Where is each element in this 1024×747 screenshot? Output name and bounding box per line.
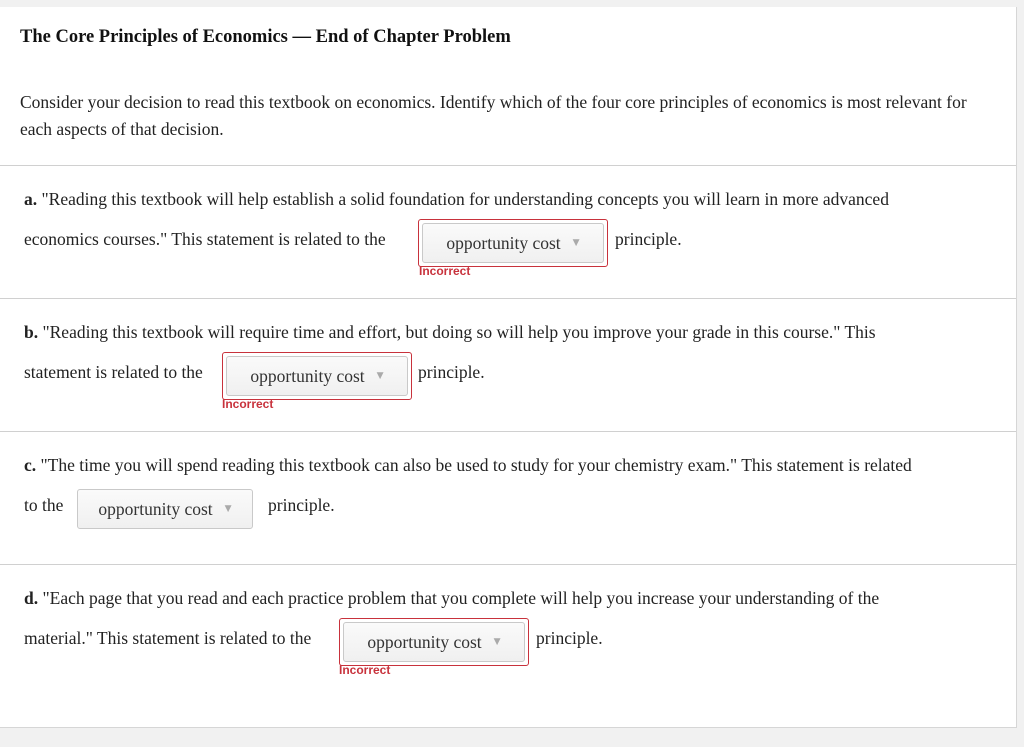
page-title: The Core Principles of Economics — End of Chapter Problem: [20, 27, 511, 47]
principle-suffix: principle.: [268, 495, 335, 515]
divider: [0, 165, 1016, 166]
principle-suffix: principle.: [615, 229, 682, 249]
principle-suffix: principle.: [536, 628, 603, 648]
problem-intro: Consider your decision to read this textbook on economics. Identify which of the four core principles of economics is most relevant for each aspects of that decision.: [20, 92, 967, 139]
divider: [0, 298, 1016, 299]
question-line1: "Each page that you read and each practice problem that you complete will help you increase your understanding of the: [38, 588, 880, 608]
problem-panel: [0, 7, 1017, 728]
question-letter: c.: [24, 455, 37, 475]
answer-dropdown[interactable]: [77, 489, 253, 529]
question-line1: "The time you will spend reading this textbook can also be used to study for your chemistry exam." This statement is related: [36, 455, 912, 475]
answer-dropdown[interactable]: [343, 622, 525, 662]
feedback-incorrect: Incorrect: [419, 264, 471, 278]
question-line2: statement is related to the: [24, 362, 203, 382]
divider: [0, 564, 1016, 565]
question-letter: d.: [24, 588, 39, 608]
question-line2: to the: [24, 495, 64, 515]
dropdown-value: opportunity cost: [367, 631, 482, 652]
question-letter: b.: [24, 322, 39, 342]
answer-dropdown[interactable]: [422, 223, 604, 263]
question-line1: "Reading this textbook will require time and effort, but doing so will help you improve your grade in this course." This: [38, 322, 876, 342]
question-letter: a.: [24, 189, 38, 209]
question-text: [24, 455, 912, 476]
dropdown-value: opportunity cost: [250, 365, 365, 386]
chevron-down-icon: ▼: [224, 504, 232, 514]
feedback-incorrect: Incorrect: [222, 397, 274, 411]
answer-dropdown-wrapper: [418, 219, 608, 267]
dropdown-value: opportunity cost: [98, 498, 213, 519]
chevron-down-icon: ▼: [376, 371, 384, 381]
question-text: [24, 322, 876, 343]
answer-dropdown[interactable]: [226, 356, 408, 396]
feedback-incorrect: Incorrect: [339, 663, 391, 677]
answer-dropdown-wrapper: [339, 618, 529, 666]
question-line2: material." This statement is related to the: [24, 628, 312, 648]
question-text: [24, 588, 879, 609]
question-text: [24, 189, 889, 210]
divider: [0, 431, 1016, 432]
answer-dropdown-wrapper: [222, 352, 412, 400]
chevron-down-icon: ▼: [493, 637, 501, 647]
principle-suffix: principle.: [418, 362, 485, 382]
question-line1: "Reading this textbook will help establish a solid foundation for understanding concepts you will learn in more advanced: [37, 189, 889, 209]
question-line2: economics courses." This statement is related to the: [24, 229, 386, 249]
answer-dropdown-wrapper: [73, 485, 257, 533]
chevron-down-icon: ▼: [572, 238, 580, 248]
dropdown-value: opportunity cost: [446, 232, 561, 253]
